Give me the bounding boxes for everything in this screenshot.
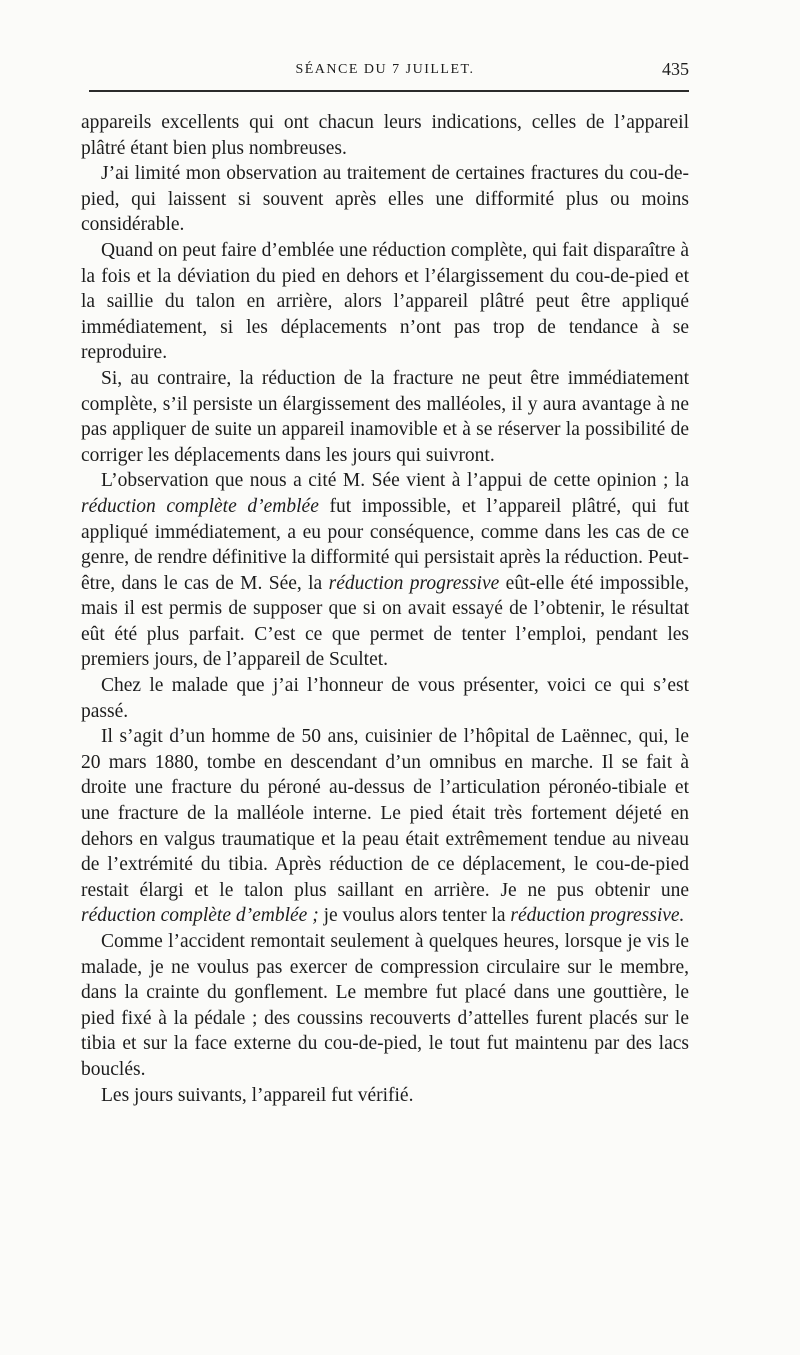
paragraph xyxy=(81,468,689,673)
book-page xyxy=(81,58,689,1108)
paragraph xyxy=(81,238,689,366)
text-segment: Les jours suivants, l’appareil fut vérifié. xyxy=(101,1084,414,1106)
italic-term: réduction complète d’emblée xyxy=(81,495,319,517)
italic-term: réduction complète d’emblée ; xyxy=(81,905,319,927)
page-header xyxy=(81,58,689,84)
text-segment: Comme l’accident remontait seulement à quelques heures, lorsque je vis le malade, je ne voulus pas exercer de compression circulaire sur le membre, dans la crainte du gonflement. Le membre fut placé dans une gouttière, le pied fixé à la pédale ; des coussins recouverts d’attelles furent placés sur le tibia et sur la face externe du cou-de-pied, le tout fut maintenu par des lacs bouclés. xyxy=(81,931,689,1080)
text-segment: Si, au contraire, la réduction de la fracture ne peut être immédiatement complète, s’il persiste un élargissement des malléoles, il y aura avantage à ne pas appliquer de suite un appareil inamovible et à se réserver la possibilité de corriger les déplacements dans les jours qui suivront. xyxy=(81,367,689,466)
text-segment: eût-elle été impossible, mais il est permis de supposer que si on avait essayé de l’obtenir, le résultat eût été plus parfait. C’est ce que permet de tenter l’emploi, pendant les premiers jours, de l’appareil de Scultet. xyxy=(81,572,689,671)
text-segment: Chez le malade que j’ai l’honneur de vous présenter, voici ce qui s’est passé. xyxy=(81,675,689,722)
body-text xyxy=(81,110,689,1108)
paragraph xyxy=(81,161,689,238)
paragraph xyxy=(81,724,689,929)
paragraph xyxy=(81,366,689,468)
text-segment: fut impossible, et l’appareil plâtré, qui fut appliqué immédiatement, a eu pour conséquence, comme dans les cas de ce genre, de rendre définitive la difformité qui persistait après la réduction. Peut-être, dans le cas de M. Sée, la xyxy=(81,495,689,594)
text-segment: appareils excellents qui ont chacun leurs indications, celles de l’appareil plâtré étant bien plus nombreuses. xyxy=(81,112,689,159)
paragraph xyxy=(81,110,689,161)
italic-term: réduction progressive. xyxy=(510,905,685,927)
text-segment: Il s’agit d’un homme de 50 ans, cuisinier de l’hôpital de Laënnec, qui, le 20 mars 1880, tombe en descendant d’un omnibus en marche. Il se fait à droite une fracture du péroné au-dessus de l’articulation péronéo-tibiale et une fracture de la malléole interne. Le pied était très fortement déjeté en dehors en valgus traumatique et la peau était extrêmement tendue au niveau de l’extrémité du tibia. Après réduction de ce déplacement, le cou-de-pied restait élargi et le talon plus saillant en arrière. Je ne pus obtenir une xyxy=(81,726,689,901)
header-rule xyxy=(89,90,689,92)
paragraph xyxy=(81,1083,689,1109)
running-head: SÉANCE DU 7 JUILLET. xyxy=(295,62,475,77)
paragraph xyxy=(81,929,689,1083)
page-number: 435 xyxy=(662,59,689,79)
paragraph xyxy=(81,673,689,724)
text-segment: je voulus alors tenter la xyxy=(318,905,511,927)
text-segment: Quand on peut faire d’emblée une réduction complète, qui fait disparaître à la fois et la déviation du pied en dehors et l’élargissement du cou-de-pied et la saillie du talon en arrière, alors l’appareil plâtré peut être appliqué immédiatement, si les déplacements n’ont pas trop de tendance à se reproduire. xyxy=(81,239,689,364)
italic-term: réduction progressive xyxy=(328,572,500,594)
text-segment: J’ai limité mon observation au traitement de certaines fractures du cou-de-pied, qui laissent si souvent après elles une difformité plus ou moins considérable. xyxy=(81,163,689,236)
text-segment: L’observation que nous a cité M. Sée vient à l’appui de cette opinion ; la xyxy=(101,470,689,492)
